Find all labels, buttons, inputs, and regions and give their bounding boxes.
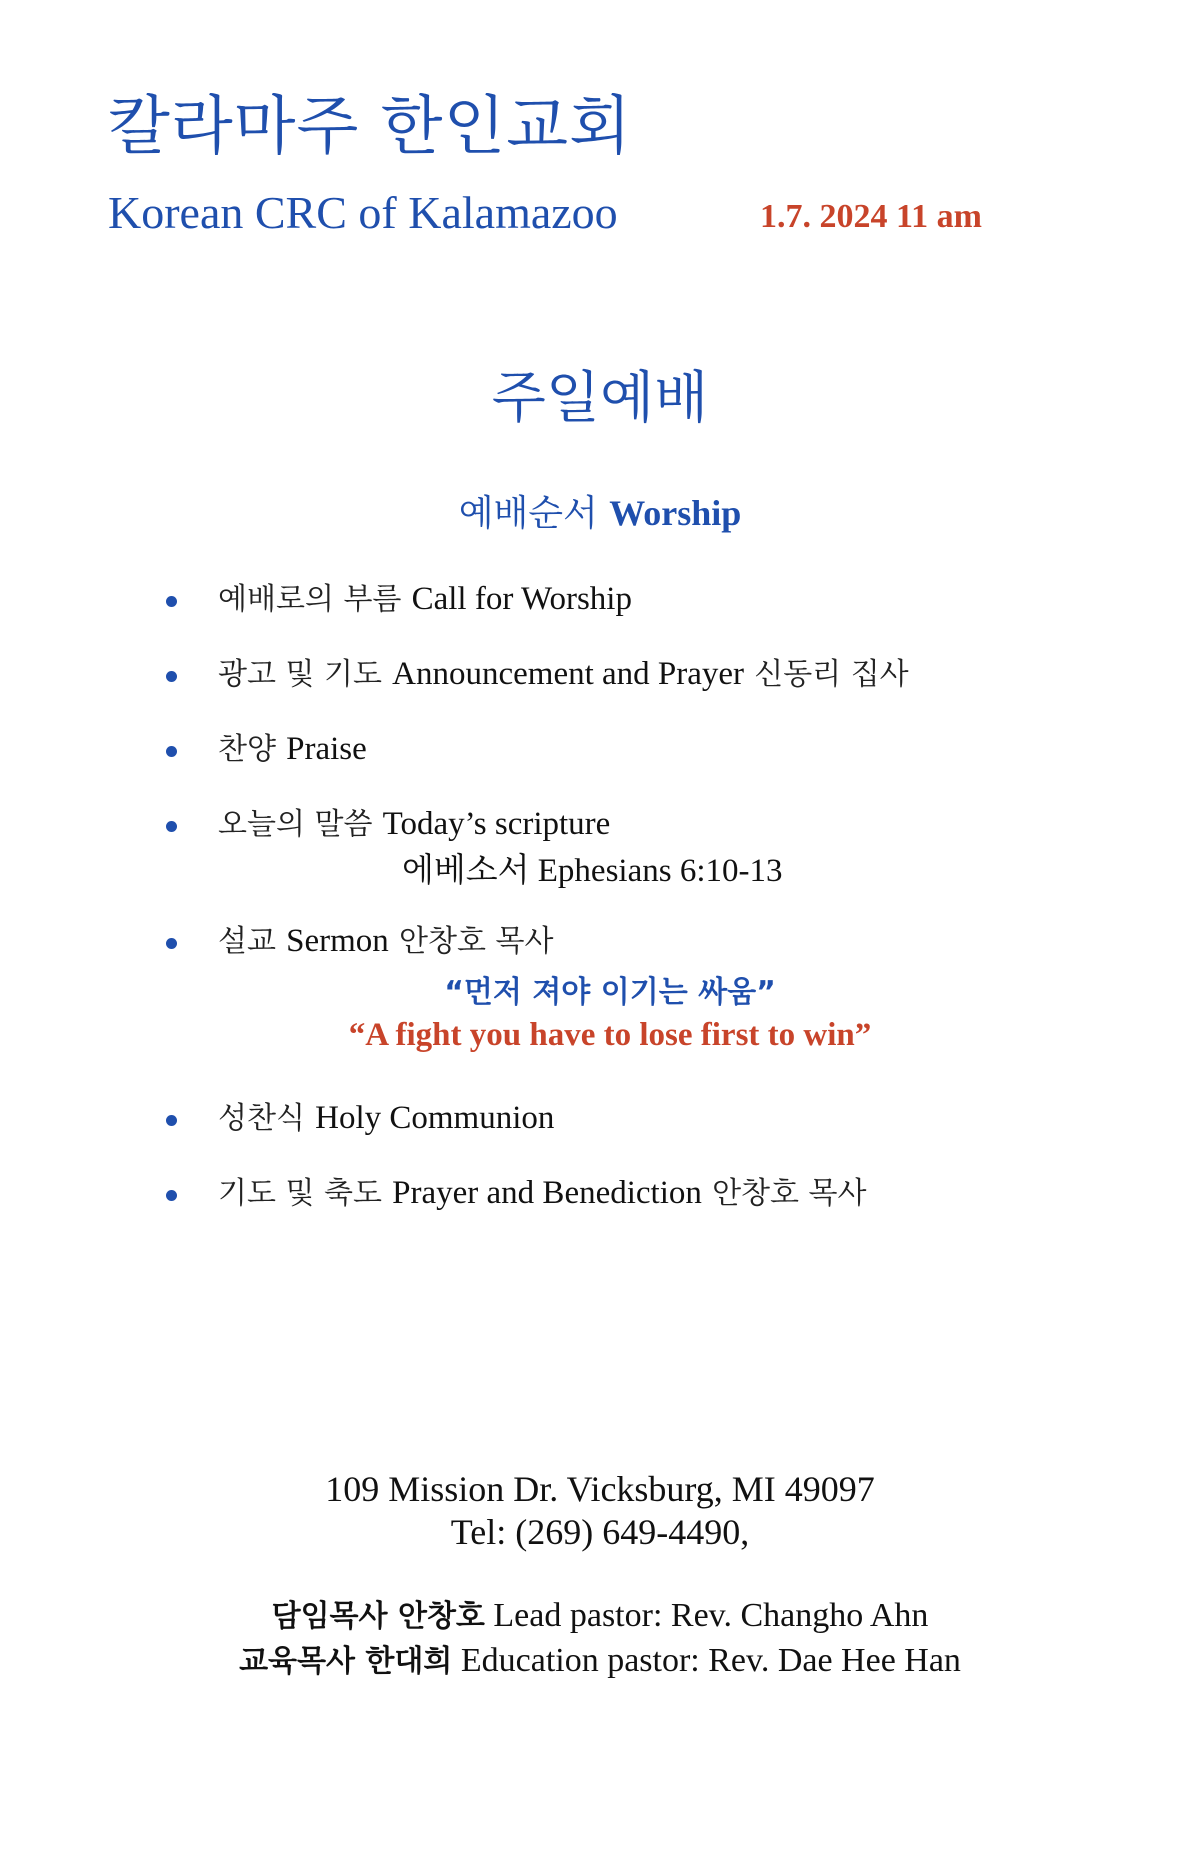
item-korean: 광고 및 기도	[218, 656, 382, 692]
item-korean: 성찬식	[218, 1101, 305, 1137]
bullet-icon	[166, 596, 177, 607]
bullet-icon	[166, 821, 177, 832]
bullet-icon	[166, 1115, 177, 1126]
education-pastor-korean: 교육목사 한대희	[239, 1643, 453, 1679]
list-item	[160, 653, 1060, 696]
list-item	[160, 1172, 1060, 1215]
item-leader: 안창호 목사	[398, 924, 554, 960]
order-of-worship-list	[160, 578, 1060, 1215]
service-date: 1.7. 2024 11 am	[760, 198, 982, 235]
list-item	[160, 1097, 1060, 1140]
item-korean: 예배로의 부름	[218, 582, 402, 617]
church-address: 109 Mission Dr. Vicksburg, MI 49097	[325, 1469, 875, 1509]
item-english: Prayer and Benediction	[392, 1175, 702, 1212]
item-korean: 오늘의 말씀	[218, 806, 373, 842]
item-english: Sermon	[286, 923, 389, 960]
item-english: Call for Worship	[411, 581, 632, 617]
scripture-reference: 에베소서 Ephesians 6:10-13	[402, 852, 783, 889]
list-item	[160, 803, 1060, 893]
lead-pastor-english: Lead pastor: Rev. Changho Ahn	[493, 1597, 929, 1635]
item-english: Praise	[286, 730, 367, 767]
item-english: Holy Communion	[315, 1100, 555, 1137]
pastor-list	[0, 1594, 1200, 1682]
item-korean: 기도 및 축도	[218, 1176, 382, 1212]
bullet-icon	[166, 671, 177, 682]
church-name-english: Korean CRC of Kalamazoo	[108, 187, 618, 238]
item-english: Announcement and Prayer	[392, 655, 745, 692]
service-title: 주일예배	[491, 366, 709, 431]
list-item	[160, 920, 1060, 1057]
bullet-icon	[166, 938, 177, 949]
item-leader: 안창호 목사	[712, 1176, 867, 1212]
order-of-worship-heading	[0, 492, 1200, 535]
lead-pastor	[0, 1594, 1200, 1638]
bullet-icon	[166, 746, 177, 757]
item-leader: 신동리 집사	[754, 656, 909, 692]
order-heading-english: Worship	[609, 493, 742, 533]
list-item	[160, 578, 1060, 621]
church-name-korean: 칼라마주 한인교회	[108, 90, 632, 164]
order-heading-korean: 예배순서	[458, 493, 598, 534]
contact-footer	[0, 1468, 1200, 1683]
lead-pastor-korean: 담임목사 안창호	[271, 1599, 485, 1635]
church-phone: Tel: (269) 649-4490,	[450, 1512, 750, 1553]
list-item	[160, 728, 1060, 771]
education-pastor-english: Education pastor: Rev. Dae Hee Han	[460, 1641, 961, 1679]
item-english: Today’s scripture	[382, 805, 611, 842]
sermon-title-english: “A fight you have to lose first to win”	[348, 1017, 872, 1054]
education-pastor	[0, 1639, 1200, 1683]
item-korean: 찬양	[218, 731, 276, 767]
sermon-title-korean: “먼저 져야 이기는 싸움”	[444, 975, 776, 1011]
bullet-icon	[166, 1190, 177, 1201]
item-korean: 설교	[218, 924, 276, 960]
